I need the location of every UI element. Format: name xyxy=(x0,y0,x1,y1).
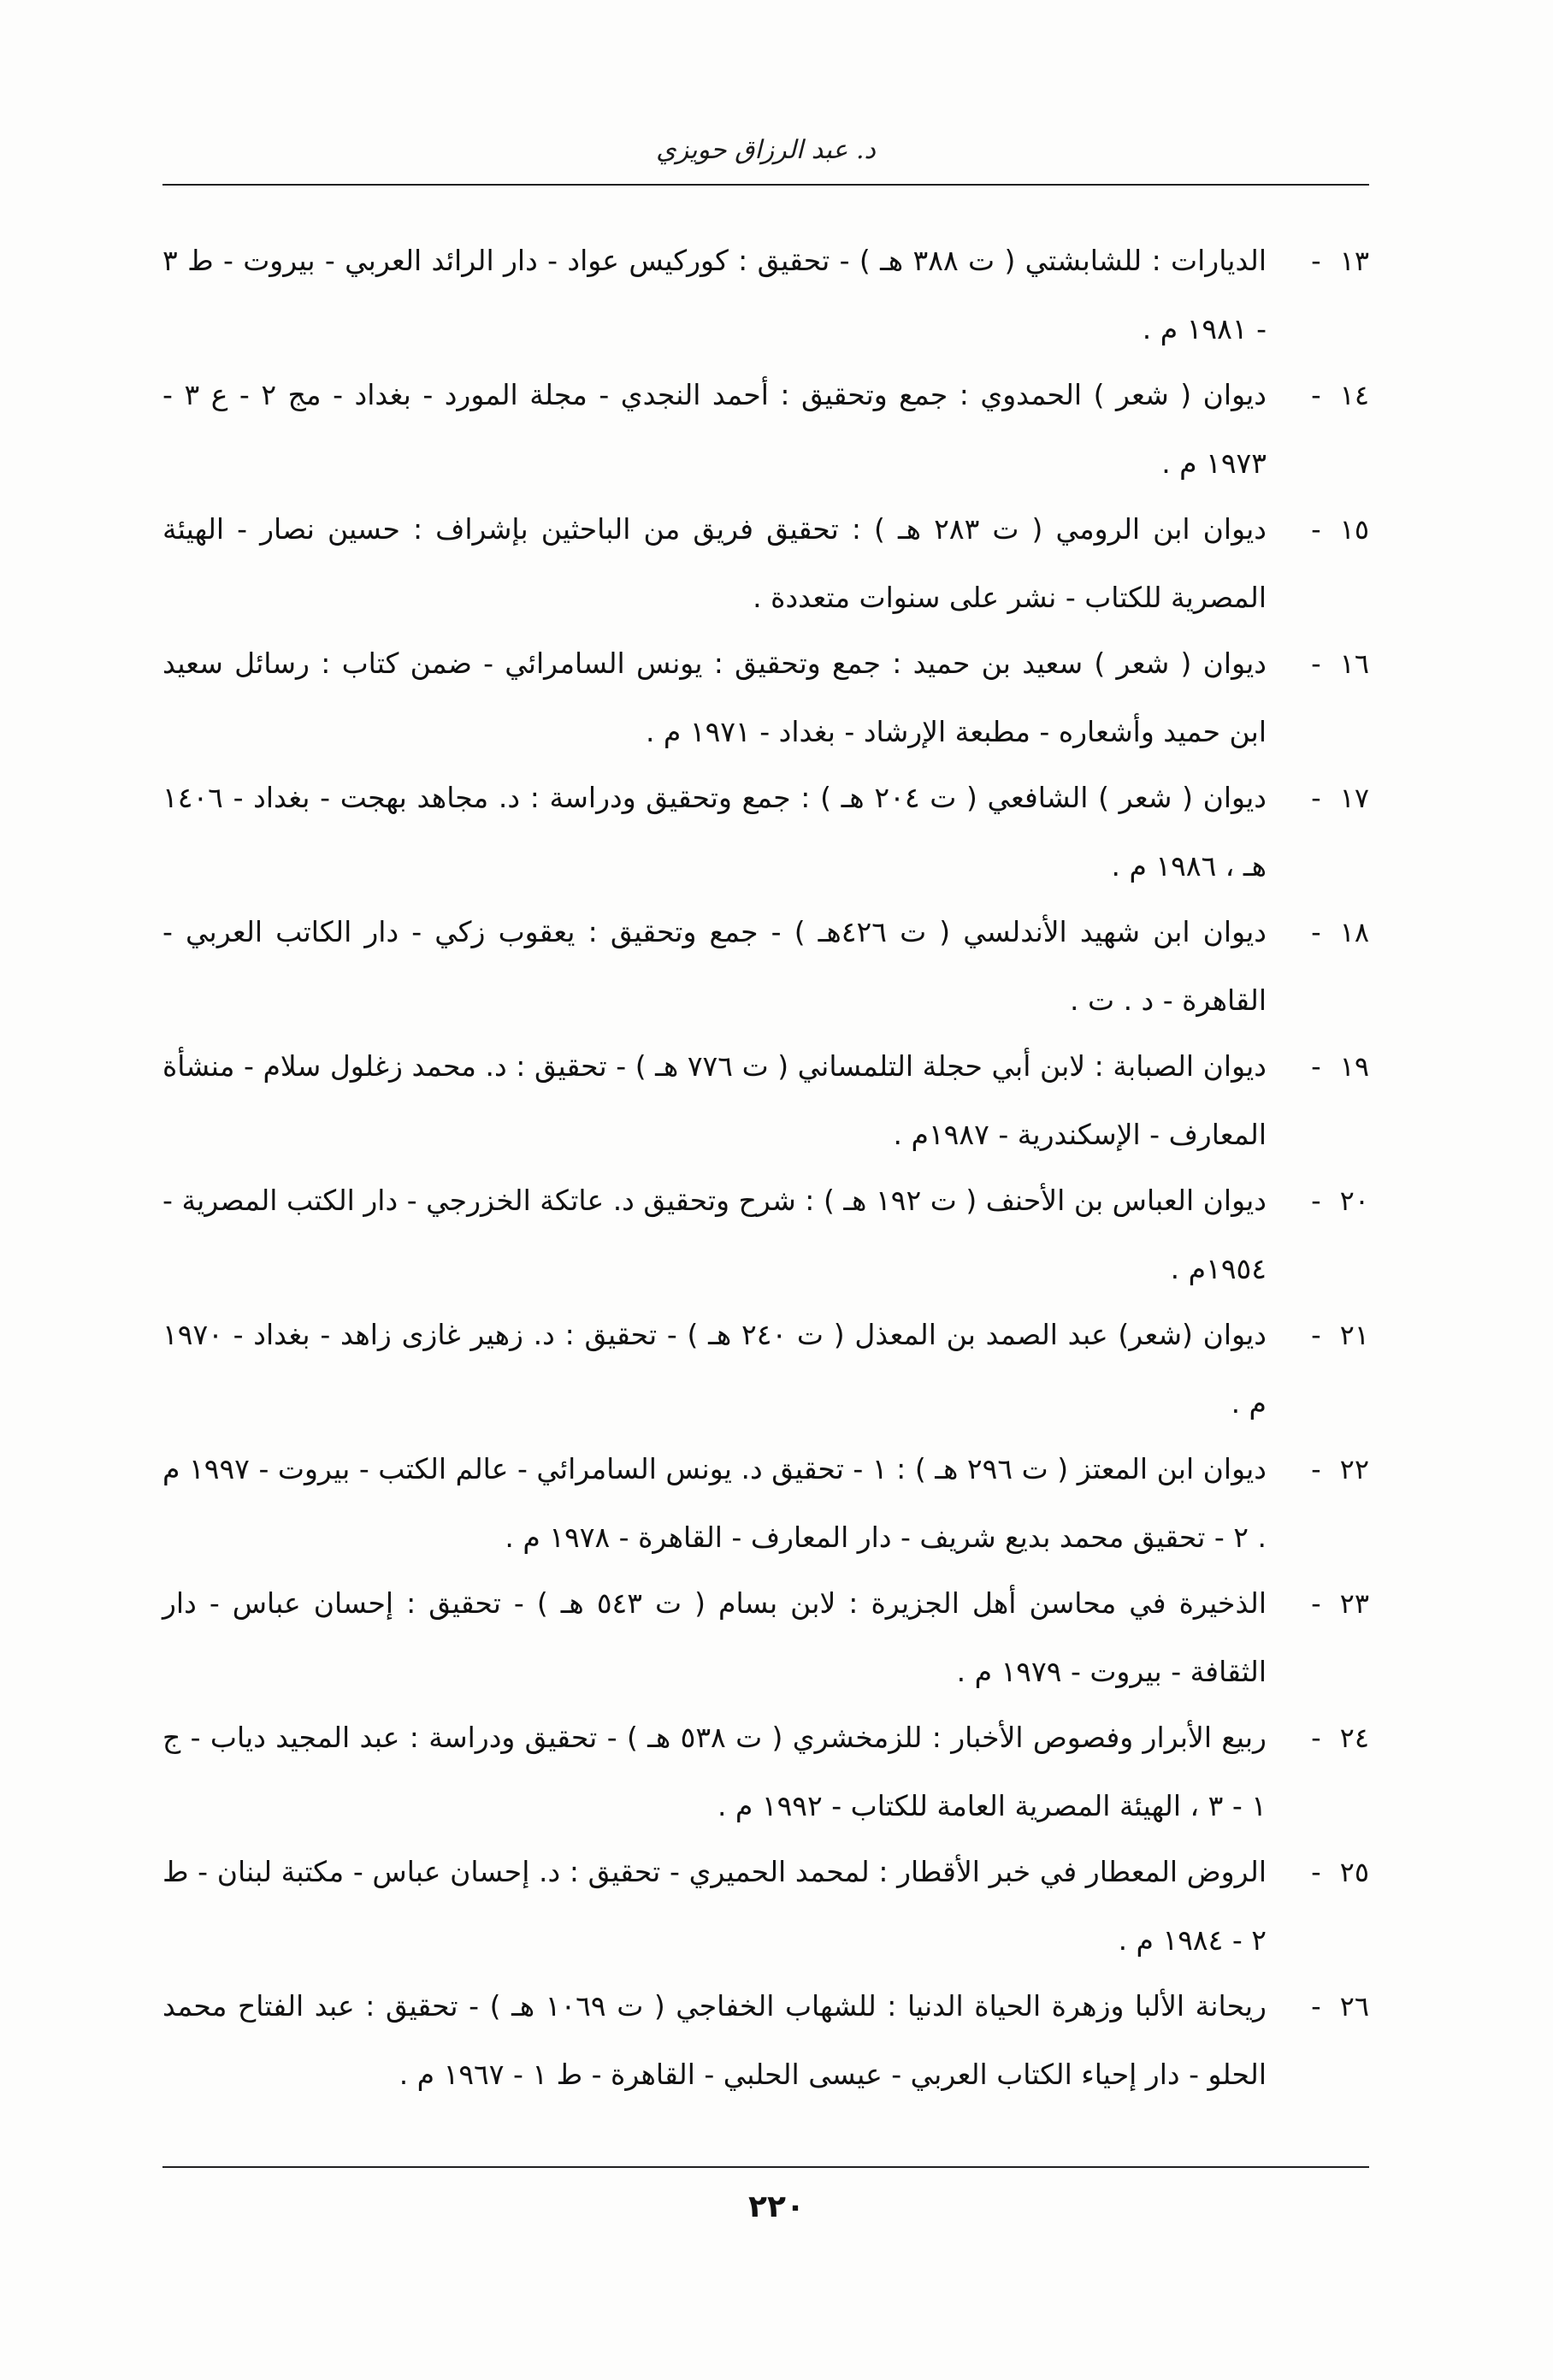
bibliography-entry xyxy=(162,1166,1369,1301)
bibliography-entry xyxy=(162,361,1369,495)
entry-number: ٢٣ - xyxy=(1311,1587,1369,1620)
entry-number: ٢١ - xyxy=(1311,1319,1369,1351)
entry-number: ٢٦ - xyxy=(1311,1990,1369,2023)
entry-number: ١٤ - xyxy=(1311,379,1369,411)
entry-number: ٢٥ - xyxy=(1311,1856,1369,1888)
page-number: ٢٢٠ xyxy=(748,2189,805,2224)
entry-number: ٢٠ - xyxy=(1311,1184,1369,1217)
entry-number: ١٧ - xyxy=(1311,782,1369,814)
footer-rule xyxy=(162,2166,1369,2168)
entry-number: ١٣ - xyxy=(1311,245,1369,277)
bibliography-entry xyxy=(162,1032,1369,1166)
entry-text: ربيع الأبرار وفصوص الأخبار : للزمخشري ( ت ٥٣٨ هـ ) - تحقيق ودراسة : عبد المجيد دياب - ج ١ - ٣ ، الهيئة المصرية العامة للكتاب - ١٩٩٢ م . xyxy=(162,1721,1267,1822)
running-header: د. عبد الرزاق حويزي xyxy=(656,135,876,165)
bibliography-entry xyxy=(162,1838,1369,1972)
entry-text: ديوان العباس بن الأحنف ( ت ١٩٢ هـ ) : شرح وتحقيق د. عاتكة الخزرجي - دار الكتب المصرية - ١٩٥٤م . xyxy=(162,1184,1267,1285)
entry-text: ديوان (شعر) عبد الصمد بن المعذل ( ت ٢٤٠ هـ ) - تحقيق : د. زهير غازى زاهد - بغداد - ١٩٧٠ م . xyxy=(162,1318,1267,1420)
bibliography-entry xyxy=(162,898,1369,1032)
bibliography-list xyxy=(162,227,1369,2106)
entry-text: ديوان ( شعر ) الشافعي ( ت ٢٠٤ هـ ) : جمع وتحقيق ودراسة : د. مجاهد بهجت - بغداد - ١٤٠٦ هـ ، ١٩٨٦ م . xyxy=(162,781,1267,883)
entry-text: ديوان ابن الرومي ( ت ٢٨٣ هـ ) : تحقيق فريق من الباحثين بإشراف : حسين نصار - الهيئة المصرية للكتاب - نشر على سنوات متعددة . xyxy=(162,512,1267,614)
entry-text: ديوان الصبابة : لابن أبي حجلة التلمساني ( ت ٧٧٦ هـ ) - تحقيق : د. محمد زغلول سلام - منشأة المعارف - الإسكندرية - ١٩٨٧م . xyxy=(162,1049,1267,1151)
entry-number: ٢٢ - xyxy=(1311,1453,1369,1485)
bibliography-entry xyxy=(162,1435,1369,1569)
bibliography-entry xyxy=(162,1301,1369,1435)
bibliography-entry xyxy=(162,764,1369,898)
entry-text: الذخيرة في محاسن أهل الجزيرة : لابن بسام ( ت ٥٤٣ هـ ) - تحقيق : إحسان عباس - دار الثقافة - بيروت - ١٩٧٩ م . xyxy=(162,1586,1267,1688)
entry-text: ريحانة الألبا وزهرة الحياة الدنيا : للشهاب الخفاجي ( ت ١٠٦٩ هـ ) - تحقيق : عبد الفتاح محمد الحلو - دار إحياء الكتاب العربي - عيسى الحلبي - القاهرة - ط ١ - ١٩٦٧ م . xyxy=(162,1989,1267,2091)
entry-text: ديوان ( شعر ) سعيد بن حميد : جمع وتحقيق : يونس السامرائي - ضمن كتاب : رسائل سعيد ابن حميد وأشعاره - مطبعة الإرشاد - بغداد - ١٩٧١ م . xyxy=(162,647,1267,748)
entry-text: ديوان ابن المعتز ( ت ٢٩٦ هـ ) : ١ - تحقيق د. يونس السامرائي - عالم الكتب - بيروت - ١٩٩٧ م . ٢ - تحقيق محمد بديع شريف - دار المعارف - القاهرة - ١٩٧٨ م . xyxy=(162,1452,1267,1554)
bibliography-entry xyxy=(162,1972,1369,2106)
bibliography-entry xyxy=(162,227,1369,361)
bibliography-entry xyxy=(162,1569,1369,1704)
entry-text: الديارات : للشابشتي ( ت ٣٨٨ هـ ) - تحقيق : كوركيس عواد - دار الرائد العربي - بيروت - ط ٣ - ١٩٨١ م . xyxy=(162,244,1267,345)
bibliography-entry xyxy=(162,495,1369,629)
entry-number: ١٨ - xyxy=(1311,916,1369,948)
entry-number: ١٦ - xyxy=(1311,647,1369,680)
entry-number: ٢٤ - xyxy=(1311,1722,1369,1754)
entry-number: ١٩ - xyxy=(1311,1050,1369,1083)
entry-text: الروض المعطار في خبر الأقطار : لمحمد الحميري - تحقيق : د. إحسان عباس - مكتبة لبنان - ط ٢ - ١٩٨٤ م . xyxy=(162,1855,1267,1957)
header-rule xyxy=(162,184,1369,186)
bibliography-entry xyxy=(162,629,1369,764)
bibliography-entry xyxy=(162,1704,1369,1838)
entry-text: ديوان ( شعر ) الحمدوي : جمع وتحقيق : أحمد النجدي - مجلة المورد - بغداد - مج ٢ - ع ٣ - ١٩٧٣ م . xyxy=(162,378,1267,480)
entry-text: ديوان ابن شهيد الأندلسي ( ت ٤٢٦هـ ) - جمع وتحقيق : يعقوب زكي - دار الكاتب العربي - القاهرة - د . ت . xyxy=(162,915,1267,1017)
entry-number: ١٥ - xyxy=(1311,513,1369,546)
